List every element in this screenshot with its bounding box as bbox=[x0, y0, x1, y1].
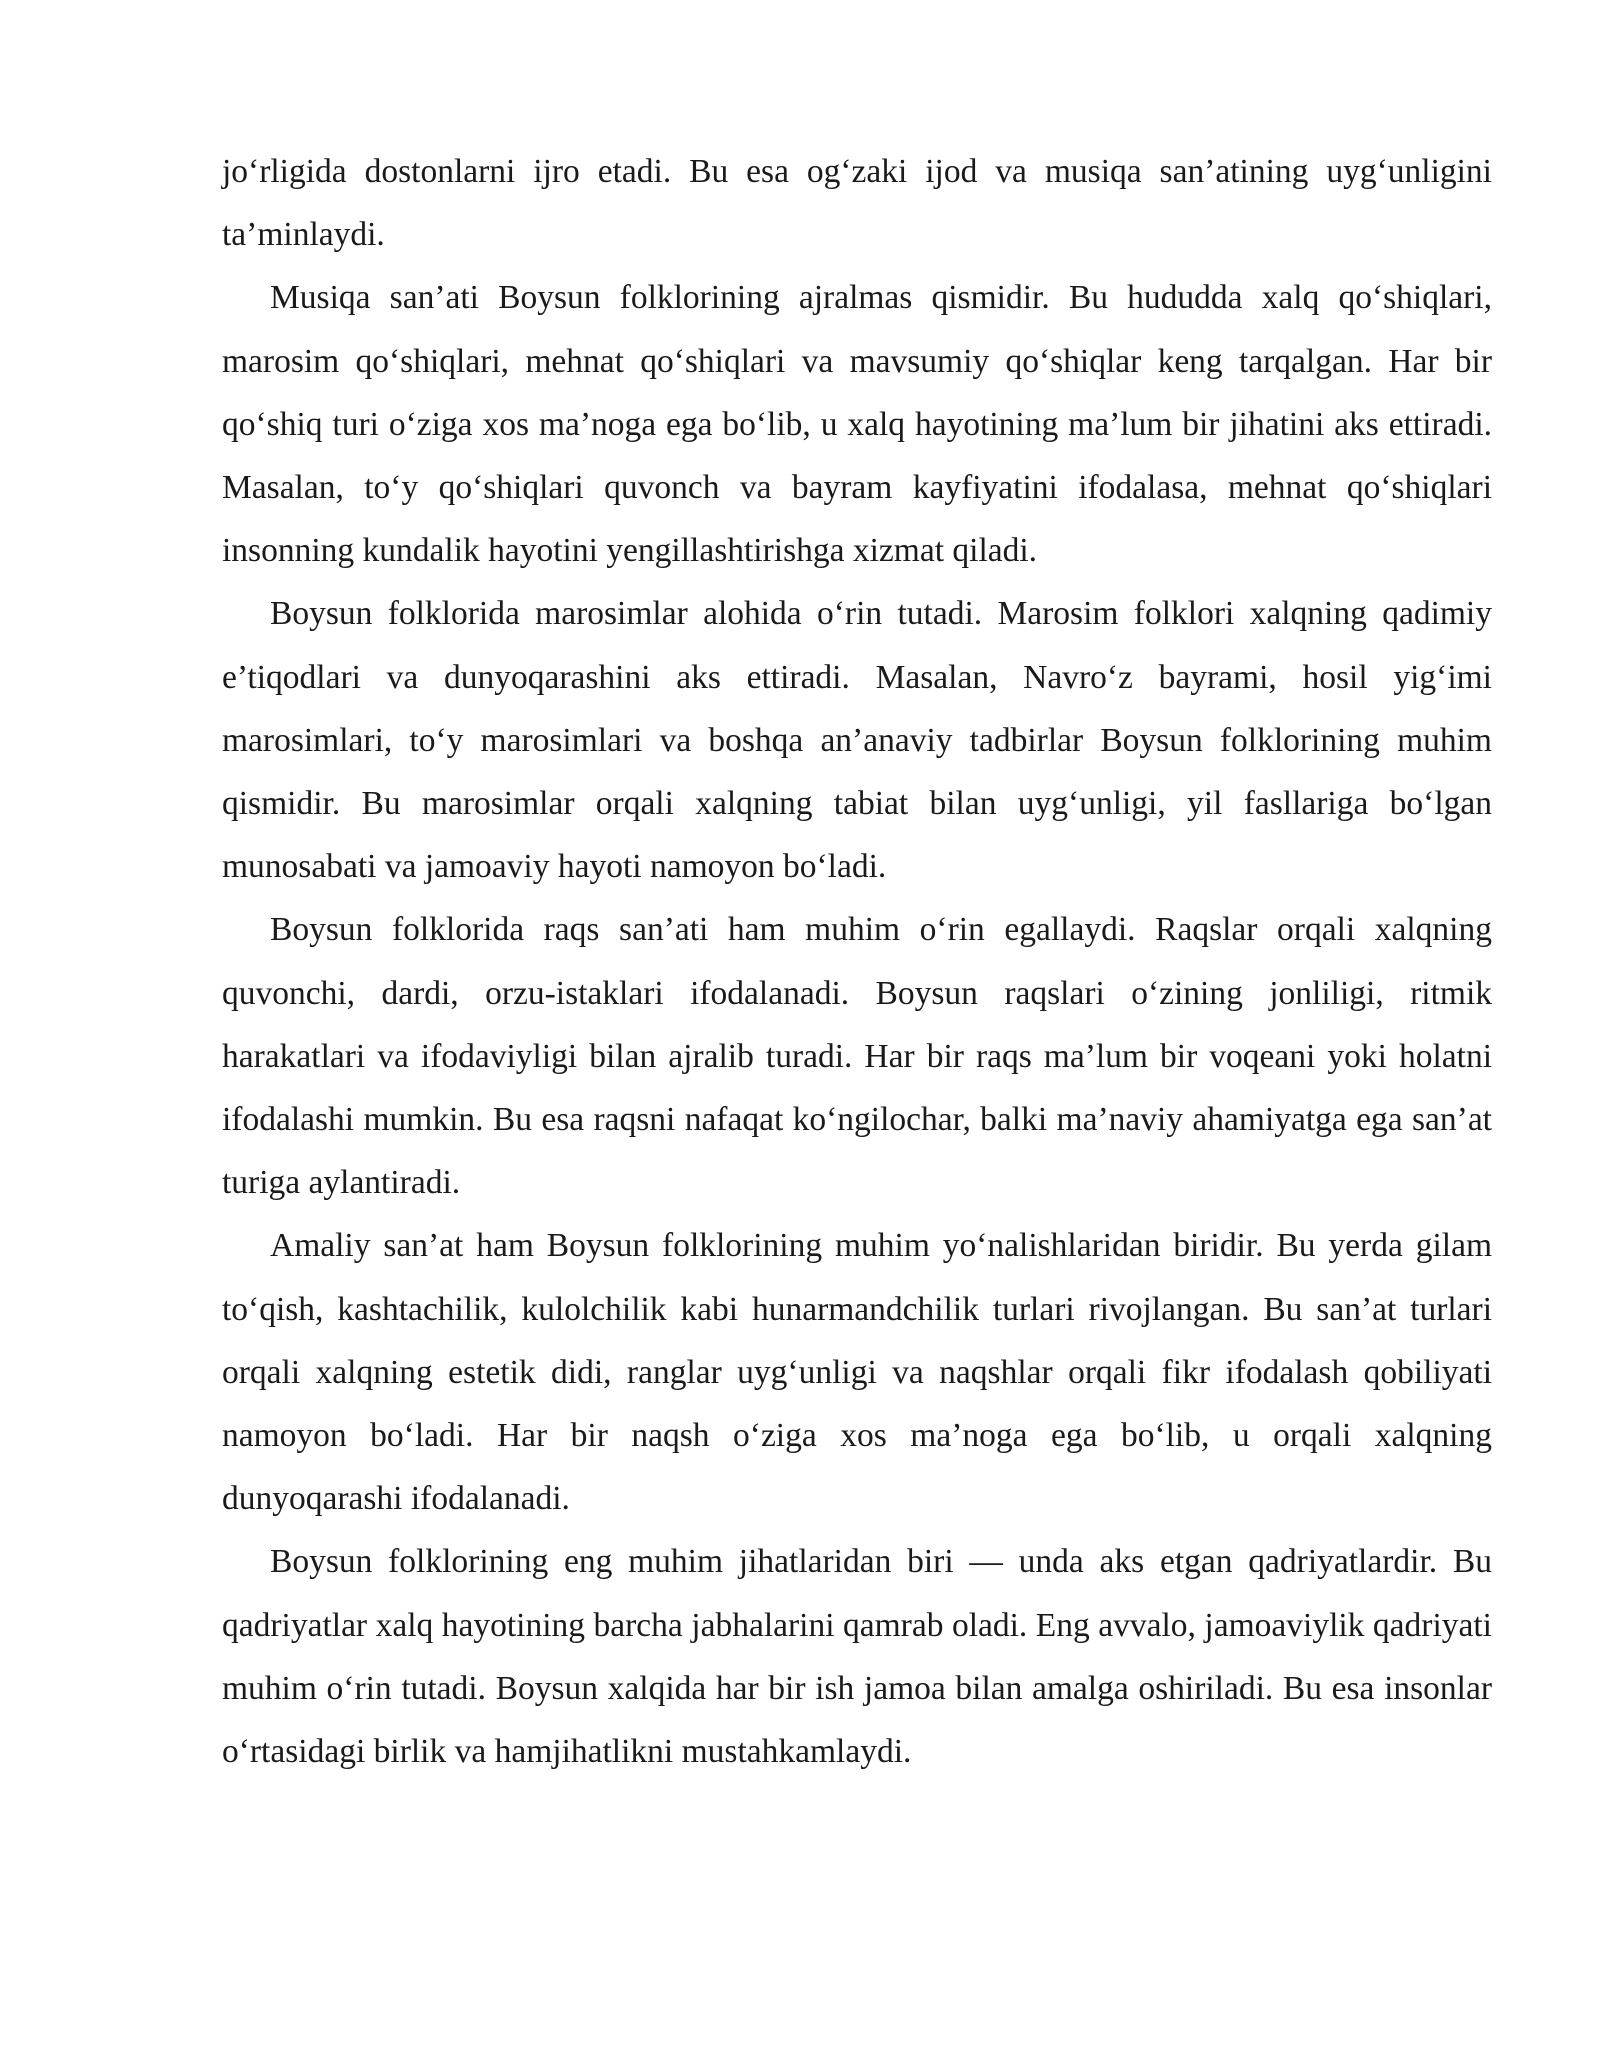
paragraph-1: jo‘rligida dostonlarni ijro etadi. Bu esa og‘zaki ijod va musiqa san’atining uyg‘unligini ta’minlaydi. bbox=[222, 153, 1492, 254]
paragraph-2: Musiqa san’ati Boysun folklorining ajralmas qismidir. Bu hududda xalq qo‘shiqlari, marosim qo‘shiqlari, mehnat qo‘shiqlari va mavsumiy qo‘shiqlar keng tarqalgan. Har bir qo‘shiq turi o‘ziga xos ma’noga ega bo‘lib, u xalq hayotining ma’lum bir jihatini aks ettiradi. Masalan, to‘y qo‘shiqlari quvonch va bayram kayfiyatini ifodalasa, mehnat qo‘shiqlari insonning kundalik hayotini yengillashtirishga xizmat qiladi. bbox=[222, 279, 1492, 570]
body-text bbox=[222, 140, 1492, 1783]
paragraph-5: Amaliy san’at ham Boysun folklorining muhim yo‘nalishlaridan biridir. Bu yerda gilam to‘qish, kashtachilik, kulolchilik kabi hunarmandchilik turlari rivojlangan. Bu san’at turlari orqali xalqning estetik didi, ranglar uyg‘unligi va naqshlar orqali fikr ifodalash qobiliyati namoyon bo‘ladi. Har bir naqsh o‘ziga xos ma’noga ega bo‘lib, u orqali xalqning dunyoqarashi ifodalanadi. bbox=[222, 1227, 1492, 1518]
paragraph-3: Boysun folklorida marosimlar alohida o‘rin tutadi. Marosim folklori xalqning qadimiy e’tiqodlari va dunyoqarashini aks ettiradi. Masalan, Navro‘z bayrami, hosil yig‘imi marosimlari, to‘y marosimlari va boshqa an’anaviy tadbirlar Boysun folklorining muhim qismidir. Bu marosimlar orqali xalqning tabiat bilan uyg‘unligi, yil fasllariga bo‘lgan munosabati va jamoaviy hayoti namoyon bo‘ladi. bbox=[222, 595, 1492, 886]
paragraph-6: Boysun folklorining eng muhim jihatlaridan biri — unda aks etgan qadriyatlardir. Bu qadriyatlar xalq hayotining barcha jabhalarini qamrab oladi. Eng avvalo, jamoaviylik qadriyati muhim o‘rin tutadi. Boysun xalqida har bir ish jamoa bilan amalga oshiriladi. Bu esa insonlar o‘rtasidagi birlik va hamjihatlikni mustahkamlaydi. bbox=[222, 1543, 1492, 1771]
paragraph-4: Boysun folklorida raqs san’ati ham muhim o‘rin egallaydi. Raqslar orqali xalqning quvonchi, dardi, orzu-istaklari ifodalanadi. Boysun raqslari o‘zining jonliligi, ritmik harakatlari va ifodaviyligi bilan ajralib turadi. Har bir raqs ma’lum bir voqeani yoki holatni ifodalashi mumkin. Bu esa raqsni nafaqat ko‘ngilochar, balki ma’naviy ahamiyatga ega san’at turiga aylantiradi. bbox=[222, 911, 1492, 1202]
